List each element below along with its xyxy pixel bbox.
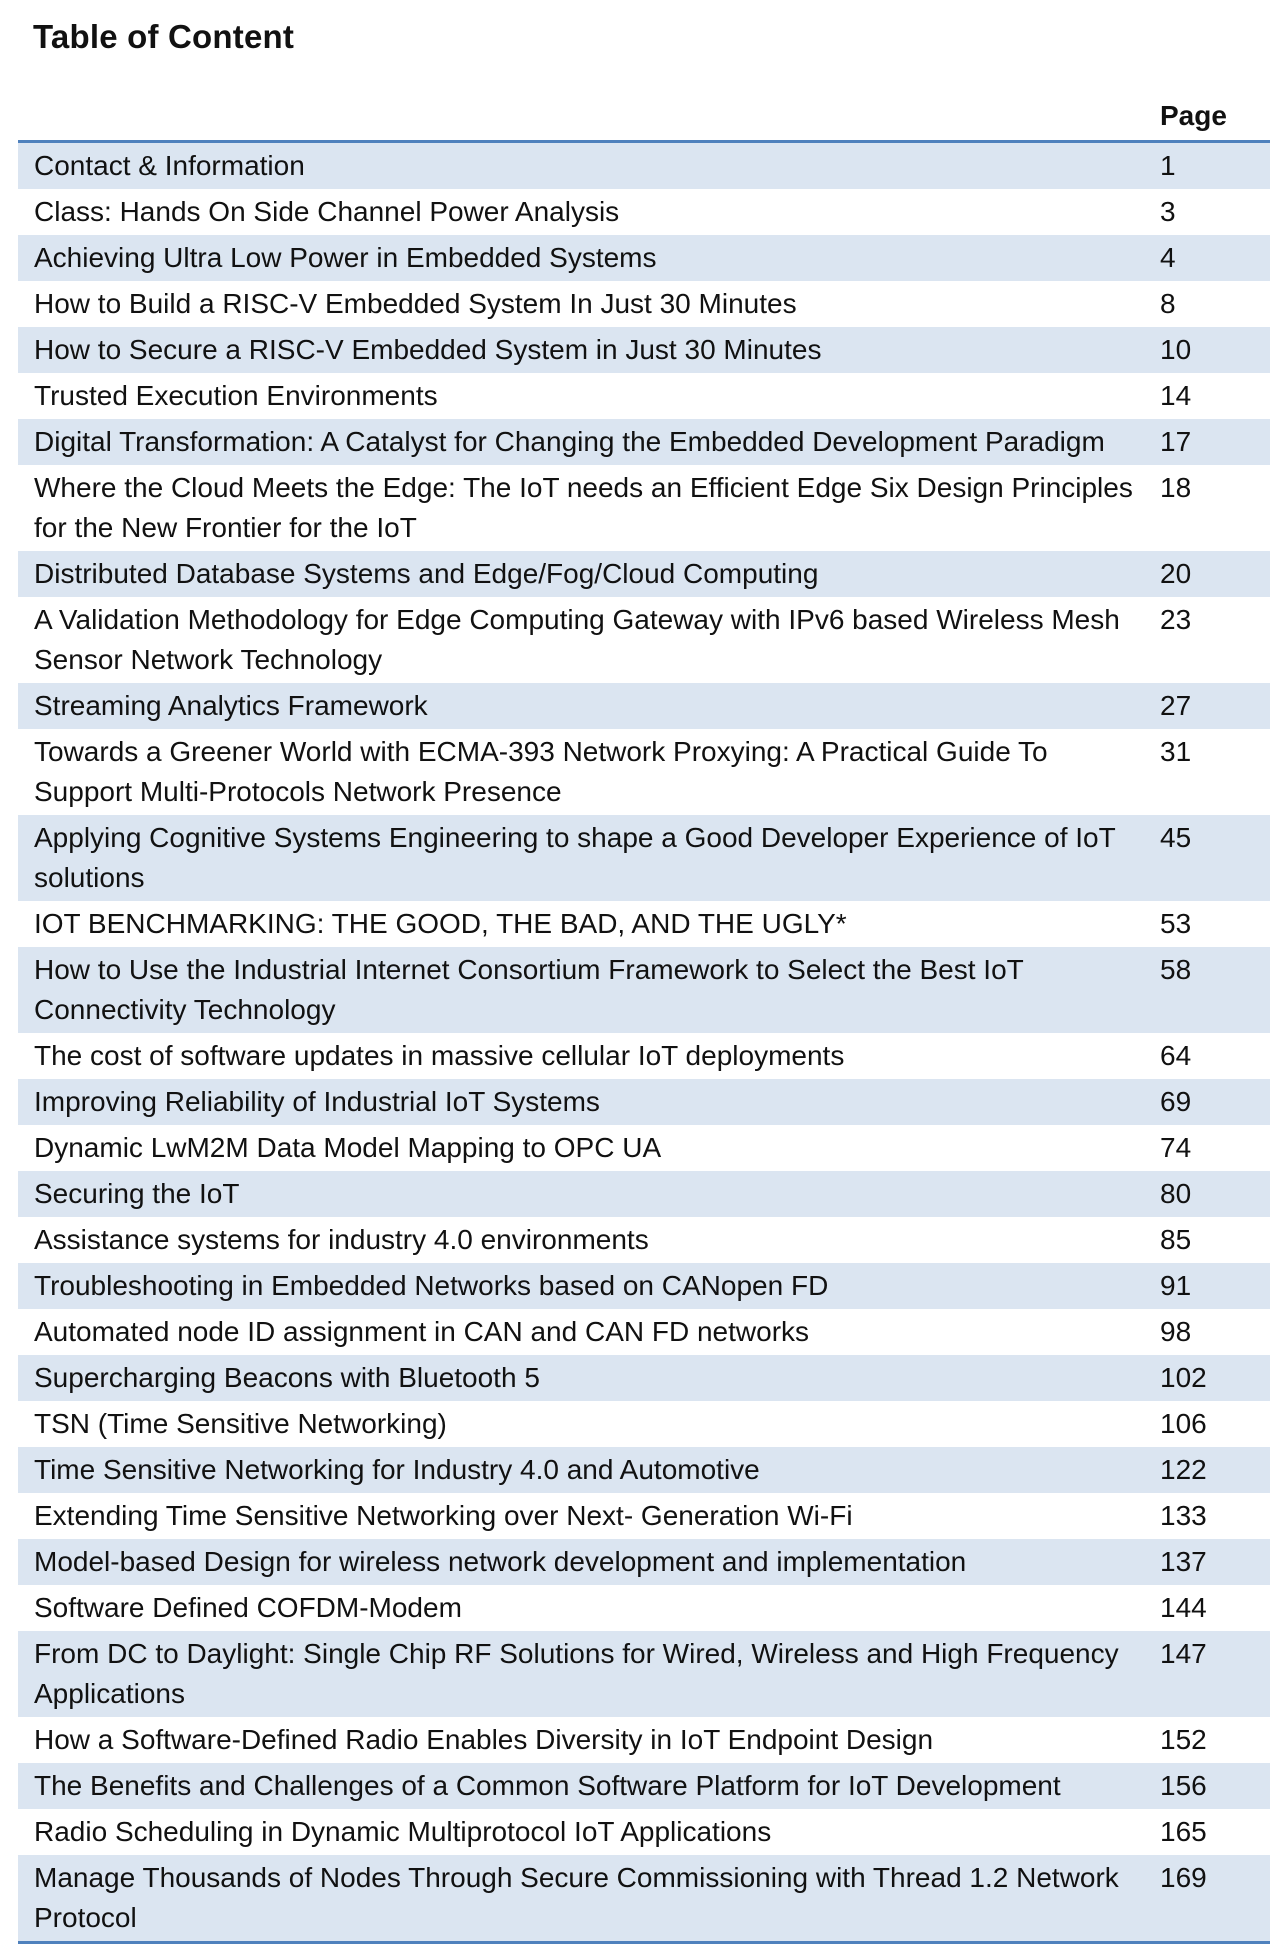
toc-entry-title: The Benefits and Challenges of a Common Software Platform for IoT Development	[34, 1770, 1061, 1801]
toc-row[interactable]	[18, 729, 1270, 815]
toc-row[interactable]	[18, 1585, 1270, 1631]
toc-rows	[18, 143, 1270, 1944]
toc-entry-page: 102	[1160, 1362, 1207, 1393]
toc-entry-page: 98	[1160, 1316, 1192, 1347]
toc-entry-page: 74	[1160, 1132, 1192, 1163]
toc-row[interactable]	[18, 1171, 1270, 1217]
toc-row[interactable]	[18, 1079, 1270, 1125]
toc-table	[18, 94, 1270, 1944]
toc-entry-title: The cost of software updates in massive cellular IoT deployments	[34, 1040, 845, 1071]
toc-entry-page: 45	[1160, 822, 1192, 853]
toc-entry-page: 20	[1160, 558, 1192, 589]
toc-entry-title: From DC to Daylight: Single Chip RF Solutions for Wired, Wireless and High Frequency Applications	[34, 1638, 1119, 1709]
toc-entry-title: Streaming Analytics Framework	[34, 690, 428, 721]
toc-entry-page: 152	[1160, 1724, 1207, 1755]
toc-entry-title: TSN (Time Sensitive Networking)	[34, 1408, 447, 1439]
toc-entry-page: 64	[1160, 1040, 1192, 1071]
toc-entry-page: 144	[1160, 1592, 1207, 1623]
toc-header-page-label: Page	[1160, 100, 1227, 131]
toc-entry-page: 4	[1160, 242, 1176, 273]
toc-entry-title: A Validation Methodology for Edge Computing Gateway with IPv6 based Wireless Mesh Sensor Network Technology	[34, 604, 1120, 675]
toc-entry-title: Supercharging Beacons with Bluetooth 5	[34, 1362, 540, 1393]
toc-row[interactable]	[18, 1717, 1270, 1763]
toc-entry-title: How a Software-Defined Radio Enables Diversity in IoT Endpoint Design	[34, 1724, 934, 1755]
toc-entry-page: 122	[1160, 1454, 1207, 1485]
toc-row[interactable]	[18, 189, 1270, 235]
toc-entry-title: Improving Reliability of Industrial IoT Systems	[34, 1086, 600, 1117]
toc-entry-title: Troubleshooting in Embedded Networks based on CANopen FD	[34, 1270, 829, 1301]
toc-entry-title: Securing the IoT	[34, 1178, 240, 1209]
toc-entry-title: Time Sensitive Networking for Industry 4.0 and Automotive	[34, 1454, 760, 1485]
toc-entry-page: 169	[1160, 1862, 1207, 1893]
toc-entry-title: Applying Cognitive Systems Engineering to shape a Good Developer Experience of IoT solutions	[34, 822, 1116, 893]
toc-entry-page: 18	[1160, 472, 1192, 503]
toc-entry-title: Where the Cloud Meets the Edge: The IoT needs an Efficient Edge Six Design Principles for the New Frontier for the IoT	[34, 472, 1133, 543]
toc-entry-page: 69	[1160, 1086, 1192, 1117]
toc-entry-title: Trusted Execution Environments	[34, 380, 438, 411]
toc-row[interactable]	[18, 815, 1270, 901]
toc-entry-page: 147	[1160, 1638, 1207, 1669]
toc-row[interactable]	[18, 1033, 1270, 1079]
toc-entry-title: Digital Transformation: A Catalyst for Changing the Embedded Development Paradigm	[34, 426, 1105, 457]
toc-entry-page: 165	[1160, 1816, 1207, 1847]
toc-entry-page: 23	[1160, 604, 1192, 635]
toc-row[interactable]	[18, 1263, 1270, 1309]
toc-header-row	[18, 94, 1270, 143]
toc-row[interactable]	[18, 1401, 1270, 1447]
toc-entry-page: 1	[1160, 150, 1176, 181]
toc-row[interactable]	[18, 1309, 1270, 1355]
toc-row[interactable]	[18, 683, 1270, 729]
toc-row[interactable]	[18, 1125, 1270, 1171]
toc-row[interactable]	[18, 1855, 1270, 1941]
page-title: Table of Content	[33, 18, 295, 55]
toc-row[interactable]	[18, 1763, 1270, 1809]
toc-row[interactable]	[18, 1217, 1270, 1263]
toc-entry-title: Achieving Ultra Low Power in Embedded Systems	[34, 242, 657, 273]
toc-entry-page: 8	[1160, 288, 1176, 319]
toc-row[interactable]	[18, 419, 1270, 465]
toc-entry-title: IOT BENCHMARKING: THE GOOD, THE BAD, AND THE UGLY*	[34, 908, 847, 939]
toc-entry-title: Assistance systems for industry 4.0 environments	[34, 1224, 649, 1255]
toc-row[interactable]	[18, 1493, 1270, 1539]
toc-entry-title: Software Defined COFDM-Modem	[34, 1592, 462, 1623]
toc-row[interactable]	[18, 373, 1270, 419]
toc-row[interactable]	[18, 327, 1270, 373]
toc-row[interactable]	[18, 235, 1270, 281]
toc-entry-page: 80	[1160, 1178, 1192, 1209]
toc-row[interactable]	[18, 1355, 1270, 1401]
toc-entry-page: 31	[1160, 736, 1192, 767]
toc-row[interactable]	[18, 1447, 1270, 1493]
toc-row[interactable]	[18, 597, 1270, 683]
toc-entry-title: Radio Scheduling in Dynamic Multiprotocol IoT Applications	[34, 1816, 772, 1847]
toc-entry-title: Manage Thousands of Nodes Through Secure Commissioning with Thread 1.2 Network Protocol	[34, 1862, 1119, 1933]
toc-row[interactable]	[18, 551, 1270, 597]
toc-entry-page: 58	[1160, 954, 1192, 985]
toc-entry-title: Class: Hands On Side Channel Power Analysis	[34, 196, 620, 227]
toc-entry-title: Model-based Design for wireless network development and implementation	[34, 1546, 967, 1577]
toc-entry-page: 14	[1160, 380, 1192, 411]
toc-row[interactable]	[18, 1631, 1270, 1717]
toc-entry-page: 27	[1160, 690, 1192, 721]
toc-entry-title: Dynamic LwM2M Data Model Mapping to OPC UA	[34, 1132, 662, 1163]
toc-entry-page: 156	[1160, 1770, 1207, 1801]
toc-entry-title: How to Secure a RISC-V Embedded System in Just 30 Minutes	[34, 334, 822, 365]
toc-row[interactable]	[18, 1809, 1270, 1855]
toc-entry-title: Automated node ID assignment in CAN and CAN FD networks	[34, 1316, 810, 1347]
toc-row[interactable]	[18, 947, 1270, 1033]
toc-entry-title: How to Use the Industrial Internet Consortium Framework to Select the Best IoT Connectivity Technology	[34, 954, 1024, 1025]
toc-entry-page: 53	[1160, 908, 1192, 939]
toc-row[interactable]	[18, 143, 1270, 189]
toc-entry-title: How to Build a RISC-V Embedded System In Just 30 Minutes	[34, 288, 797, 319]
toc-entry-title: Towards a Greener World with ECMA-393 Network Proxying: A Practical Guide To Support Multi-Protocols Network Presence	[34, 736, 1048, 807]
toc-row[interactable]	[18, 281, 1270, 327]
toc-entry-title: Contact & Information	[34, 150, 305, 181]
toc-row[interactable]	[18, 1539, 1270, 1585]
toc-entry-page: 106	[1160, 1408, 1207, 1439]
toc-entry-page: 10	[1160, 334, 1192, 365]
toc-entry-page: 17	[1160, 426, 1192, 457]
toc-entry-title: Distributed Database Systems and Edge/Fog/Cloud Computing	[34, 558, 819, 589]
toc-entry-page: 133	[1160, 1500, 1207, 1531]
toc-row[interactable]	[18, 901, 1270, 947]
toc-entry-page: 91	[1160, 1270, 1192, 1301]
toc-entry-page: 3	[1160, 196, 1176, 227]
toc-entry-page: 137	[1160, 1546, 1207, 1577]
toc-entry-page: 85	[1160, 1224, 1192, 1255]
toc-row[interactable]	[18, 465, 1270, 551]
toc-entry-title: Extending Time Sensitive Networking over Next- Generation Wi-Fi	[34, 1500, 853, 1531]
